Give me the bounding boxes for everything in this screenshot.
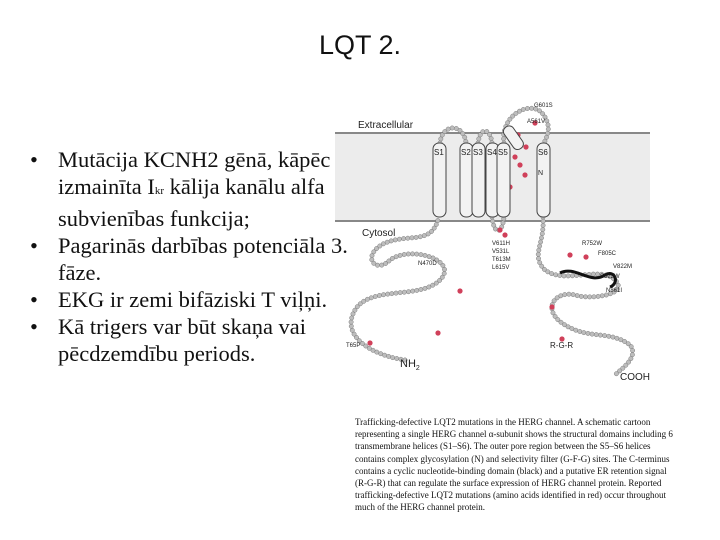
svg-text:S4: S4 [487,148,497,157]
amino-acid-bead [402,252,406,256]
amino-acid-bead [463,135,467,139]
svg-text:S3: S3 [473,148,483,157]
cytosol-label: Cytosol [362,228,396,239]
amino-acid-bead [578,329,582,333]
bullet-marker: • [30,233,38,258]
amino-acid-bead [349,320,353,324]
amino-acid-bead [386,354,390,358]
mutation-marker [512,154,517,159]
amino-acid-bead [546,127,550,131]
herg-diagram-svg [330,95,720,400]
amino-acid-bead [570,274,574,278]
mutation-label-t65p: T65P [346,343,361,349]
amino-acid-bead [579,294,583,298]
amino-acid-bead [574,328,578,332]
amino-acid-bead [481,130,485,134]
amino-acid-bead [575,293,579,297]
bullet-marker: • [30,287,38,312]
amino-acid-bead [398,290,402,294]
bullet-item [28,146,348,232]
bullet-text: Pagarinās darbības potenciāla 3. fāze. [58,233,348,285]
amino-acid-bead [390,355,394,359]
amino-acid-bead [350,328,354,332]
mutation-marker [549,304,554,309]
amino-acid-bead [380,263,384,267]
amino-acid-bead [546,123,550,127]
cooh-label: COOH [620,372,650,383]
amino-acid-bead [423,253,427,257]
amino-acid-bead [591,272,595,276]
amino-acid-bead [596,294,600,298]
amino-acid-bead [395,356,399,360]
helix-s5 [497,143,510,217]
bullet-list [28,146,348,367]
mutation-marker [522,172,527,177]
amino-acid-bead [402,290,406,294]
mutation-label-n470d: N470D [418,261,437,267]
amino-acid-bead [397,237,401,241]
amino-acid-bead [436,218,440,222]
amino-acid-bead [369,296,373,300]
mutation-label-g601s: G601S [534,103,553,109]
amino-acid-bead [539,236,543,240]
amino-acid-bead [607,334,611,338]
amino-acid-bead [549,271,553,275]
amino-acid-bead [398,253,402,257]
svg-text:S2: S2 [461,148,471,157]
mutation-marker [567,252,572,257]
mutation-label-t613m: T613M [492,257,511,263]
amino-acid-bead [598,333,602,337]
bullet-item [28,313,348,367]
amino-acid-bead [406,290,410,294]
bullet-item [28,286,348,313]
amino-acid-bead [600,294,604,298]
helix-s1 [433,143,446,217]
amino-acid-bead [554,273,558,277]
amino-acid-bead [602,333,606,337]
amino-acid-bead [538,240,542,244]
bullet-item [28,232,348,286]
er-retention-signal-label: R-G-R [550,341,574,350]
amino-acid-bead [592,295,596,299]
svg-text:S1: S1 [434,148,444,157]
amino-acid-bead [415,288,419,292]
amino-acid-bead [563,292,567,296]
amino-acid-bead [394,291,398,295]
amino-acid-bead [616,283,620,287]
amino-acid-bead [427,254,431,258]
amino-acid-bead [582,330,586,334]
mutation-label-v531l: V531L [492,249,510,255]
amino-acid-bead [501,137,505,141]
mutation-label-l615v: L615V [492,265,510,271]
amino-acid-bead [411,289,415,293]
mutation-marker [435,330,440,335]
glycosylation-site-label: N [538,170,544,177]
mutation-label-a561v: A561V [527,119,546,125]
amino-acid-bead [477,137,481,141]
svg-text:S6: S6 [538,148,548,157]
mutation-marker [502,232,507,237]
amino-acid-bead [410,252,414,256]
amino-acid-bead [536,252,540,256]
amino-acid-bead [442,271,446,275]
amino-acid-bead [537,248,541,252]
nh2-label: $NH_2$ [400,358,420,372]
bullet-text: Kā trigers var būt skaņa vai pēcdzemdību periods. [58,314,307,366]
amino-acid-bead [446,127,450,131]
amino-acid-bead [377,293,381,297]
mutation-label-r752w: R752W [582,241,603,247]
amino-acid-bead [501,221,505,225]
amino-acid-bead [525,106,529,110]
amino-acid-bead [414,235,418,239]
amino-acid-bead [418,235,422,239]
amino-acid-bead [615,336,619,340]
mutation-label-v822m: V822M [613,264,633,270]
amino-acid-bead [536,256,540,260]
amino-acid-bead [419,252,423,256]
amino-acid-bead [350,316,354,320]
svg-text:S5: S5 [498,148,508,157]
amino-acid-bead [373,294,377,298]
amino-acid-bead [419,287,423,291]
amino-acid-bead [583,295,587,299]
mutation-label-v611h: V611H [492,241,510,247]
mutation-marker [523,144,528,149]
mutation-label-s823w: S823W [600,274,620,280]
bullet-text-part: Mutācija KCNH2 gēnā, kāpēc izmainīta I [58,147,331,199]
mutation-marker [367,340,372,345]
amino-acid-bead [415,252,419,256]
amino-acid-bead [450,126,454,130]
amino-acid-bead [401,236,405,240]
amino-acid-bead [390,291,394,295]
extracellular-label: Extracellular [358,120,414,131]
amino-acid-bead [349,324,353,328]
slide-title: LQT 2. [318,30,402,60]
amino-acid-bead [521,107,525,111]
amino-acid-bead [594,332,598,336]
figure-caption: Trafficking-defective LQT2 mutations in the HERG channel. A schematic cartoon representing a single HERG channel α-subunit shows the structural domains including 6 transmembrane helices (S1–S6). The outer pore region between the S5–S6 helices contains complex glycosylation (N) and selectivity filter (G-F-G) sites. The C-terminus contains a cyclic nucleotide-binding domain (black) and a putative ER retention signal (R-G-R) that can regulate the surface expression of HERG channel protein. Reported trafficking-defective LQT2 mutations (amino acids identified in red) occur throughout much of the HERG channel protein. [355,417,673,513]
amino-acid-bead [537,244,541,248]
amino-acid-bead [586,331,590,335]
bullet-marker: • [30,314,38,339]
mutation-marker [457,288,462,293]
bullet-text-part: kālija kanālu alfa subvienības funkcija; [58,174,325,231]
amino-acid-bead [381,293,385,297]
amino-acid-bead [546,131,550,135]
amino-acid-bead [406,252,410,256]
amino-acid-bead [541,223,545,227]
amino-acid-bead [541,219,545,223]
amino-acid-bead [385,240,389,244]
bullet-text: EKG ir zemi bifāziski T viļņi. [58,287,328,312]
mutation-marker [583,254,588,259]
amino-acid-bead [590,332,594,336]
subscript-kr: kr [154,185,165,197]
herg-channel-figure [330,95,720,400]
amino-acid-bead [545,119,549,123]
helix-s2 [460,143,473,217]
mutation-label-f805c: F805C [598,251,617,257]
amino-acid-bead [489,136,493,140]
amino-acid-bead [566,274,570,278]
amino-acid-bead [614,372,618,376]
amino-acid-bead [562,274,566,278]
mutation-marker [497,227,502,232]
amino-acid-bead [611,335,615,339]
amino-acid-bead [630,348,634,352]
amino-acid-bead [386,292,390,296]
amino-acid-bead [370,258,374,262]
amino-acid-bead [410,236,414,240]
amino-acid-bead [389,239,393,243]
amino-acid-bead [540,232,544,236]
helix-s6 [537,143,550,217]
amino-acid-bead [571,292,575,296]
bullet-marker: • [30,147,38,172]
amino-acid-bead [588,295,592,299]
helix-s3 [472,143,485,217]
amino-acid-bead [406,236,410,240]
mutation-label-n861i: N861I [606,288,623,294]
amino-acid-bead [541,227,545,231]
mutation-marker [517,162,522,167]
amino-acid-bead [567,292,571,296]
amino-acid-bead [490,219,494,223]
